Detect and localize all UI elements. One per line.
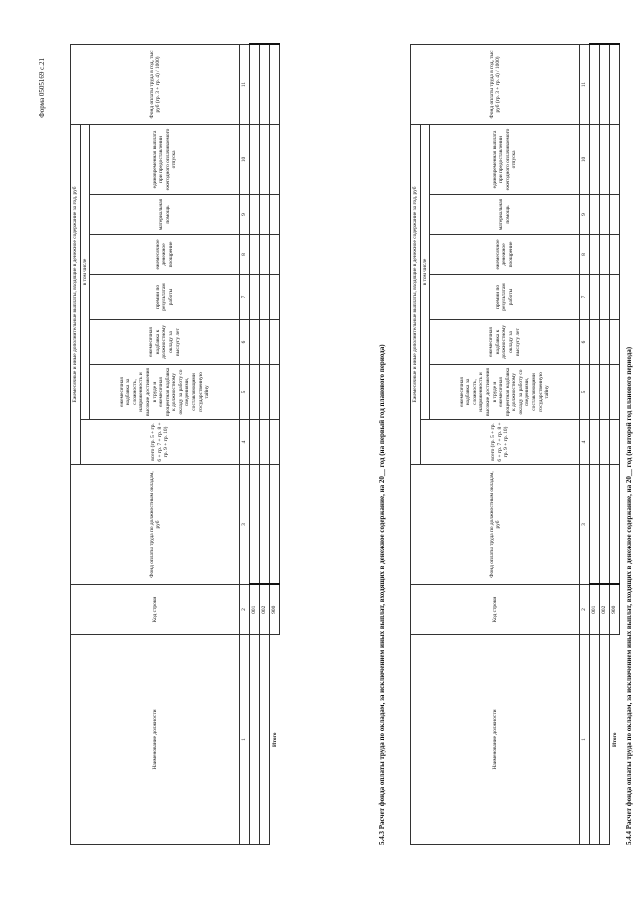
- table-row: [260, 44, 270, 844]
- table-row: [590, 44, 600, 844]
- column-number: 4: [580, 420, 590, 465]
- header-col9: материальная помощь: [430, 195, 580, 235]
- row-code: 001: [590, 585, 600, 635]
- column-number: 9: [580, 195, 590, 235]
- table-row-total: [610, 44, 620, 844]
- table-row-total: [270, 44, 280, 844]
- header-position-name: Наименование должности: [411, 635, 580, 845]
- section-title-5-4-4: 5.4.4 Расчет фонда оплаты труда по окладам, за исключением иных выплат, входящих в денежное содержание, на 20__ год (на второй год планового периода): [625, 346, 633, 845]
- column-number: 3: [240, 465, 250, 585]
- salary-fund-table-year2: [410, 43, 620, 845]
- header-position-name: Наименование должности: [71, 635, 240, 845]
- header-additional-payments: Ежемесячные и иные дополнительные выплаты, входящие в денежное содержание за год, руб: [411, 124, 421, 464]
- column-number: 1: [240, 635, 250, 845]
- header-col5: ежемесячная надбавка за сложность, напряженность и высокие достижения в труде и ежемесячная процентная надбавка к должностному окладу за работу со сведениями, составляющими государственную тайну: [430, 365, 580, 420]
- header-annual-fund: Фонд оплаты труда в год, тыс руб (гр. 3 + гр. 4) / 1000): [71, 44, 240, 124]
- header-col6: ежемесячная надбавка к должностному окладу за выслугу лет: [90, 320, 240, 365]
- column-number: 2: [240, 585, 250, 635]
- column-number: 2: [580, 585, 590, 635]
- header-col10: единовременная выплата при предоставлении ежегодного оплачиваемого отпуска: [90, 124, 240, 194]
- column-number: 9: [240, 195, 250, 235]
- column-number: 6: [240, 320, 250, 365]
- salary-fund-table-year1: [70, 43, 280, 845]
- header-col5: ежемесячная надбавка за сложность, напряженность и высокие достижения в труде и ежемесячная процентная надбавка к должностному окладу за работу со сведениями, составляющими государственную тайну: [90, 365, 240, 420]
- header-salary-fund: Фонд оплаты труда по должностным окладам, руб: [71, 465, 240, 585]
- header-row-code: Код строки: [71, 585, 240, 635]
- column-number: 7: [580, 275, 590, 320]
- column-number: 5: [580, 365, 590, 420]
- header-col10: единовременная выплата при предоставлении ежегодного оплачиваемого отпуска: [430, 124, 580, 194]
- column-number: 8: [240, 235, 250, 275]
- header-row-code: Код строки: [411, 585, 580, 635]
- header-total: всего (гр. 5 + гр. 6 + гр. 7 + гр. 8 + гр. 9 + гр. 10): [420, 420, 580, 465]
- header-including: в том числе: [80, 124, 90, 419]
- column-number: 10: [580, 124, 590, 194]
- table-row: [250, 44, 260, 844]
- row-code: 900: [270, 585, 280, 635]
- header-col7: премии по результатам работы: [90, 275, 240, 320]
- column-number: 3: [580, 465, 590, 585]
- header-annual-fund: Фонд оплаты труда в год, тыс руб (гр. 3 + гр. 4) / 1000): [411, 44, 580, 124]
- totals-label: Итого: [271, 732, 278, 747]
- header-additional-payments: Ежемесячные и иные дополнительные выплаты, входящие в денежное содержание за год, руб: [71, 124, 81, 464]
- column-number: 11: [580, 44, 590, 124]
- column-number: 6: [580, 320, 590, 365]
- header-col8: ежемесячное денежное поощрение: [430, 235, 580, 275]
- column-number: 7: [240, 275, 250, 320]
- header-col7: премии по результатам работы: [430, 275, 580, 320]
- table-row: [600, 44, 610, 844]
- column-number: 1: [580, 635, 590, 845]
- header-salary-fund: Фонд оплаты труда по должностным окладам, руб: [411, 465, 580, 585]
- row-code: 001: [250, 585, 260, 635]
- row-code: 900: [610, 585, 620, 635]
- header-total: всего (гр. 5 + гр. 6 + гр. 7 + гр. 8 + гр. 9 + гр. 10): [80, 420, 240, 465]
- section-title-5-4-3: 5.4.3 Расчет фонда оплаты труда по окладам, за исключением иных выплат, входящих в денежное содержание, на 20__ год (на первый год планового периода): [378, 344, 386, 845]
- column-number: 4: [240, 420, 250, 465]
- column-number: 8: [580, 235, 590, 275]
- header-col8: ежемесячное денежное поощрение: [90, 235, 240, 275]
- header-including: в том числе: [420, 124, 430, 419]
- header-col9: материальная помощь: [90, 195, 240, 235]
- column-number: 5: [240, 365, 250, 420]
- column-number: 10: [240, 124, 250, 194]
- form-code: Форма 0505169 с.21: [38, 58, 46, 118]
- totals-label: Итого: [611, 732, 618, 747]
- row-code: 002: [260, 585, 270, 635]
- header-col6: ежемесячная надбавка к должностному окладу за выслугу лет: [430, 320, 580, 365]
- row-code: 002: [600, 585, 610, 635]
- column-number: 11: [240, 44, 250, 124]
